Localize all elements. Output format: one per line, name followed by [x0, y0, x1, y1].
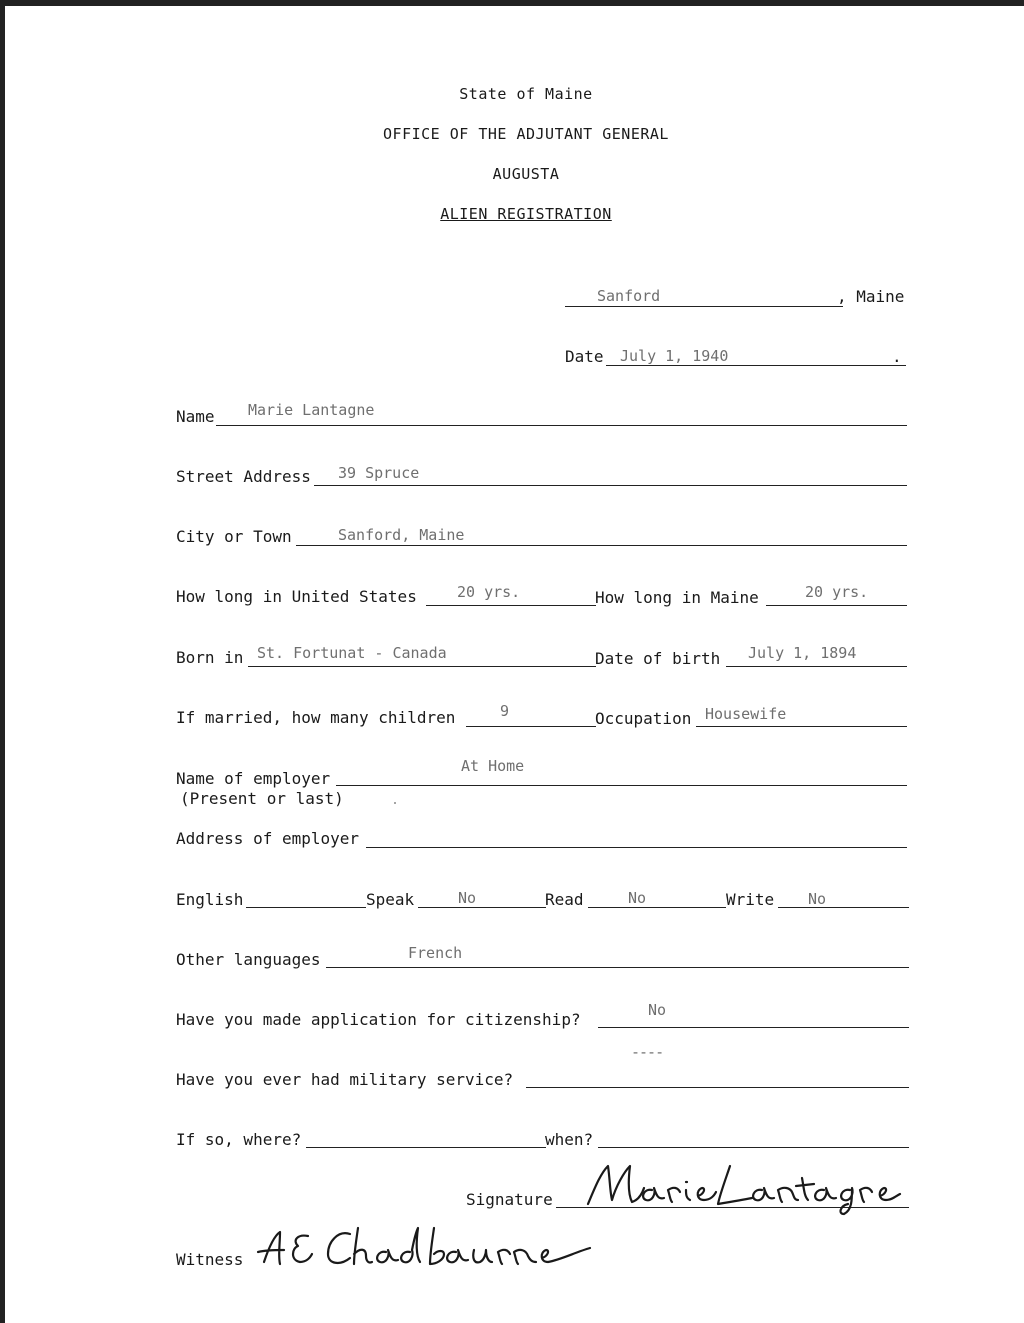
speak-value: No [458, 889, 477, 907]
born-in-label: Born in [176, 648, 244, 667]
other-languages-line [326, 967, 909, 968]
city-town-value: Sanford, Maine [338, 526, 465, 544]
military-line [526, 1087, 909, 1088]
military-label: Have you ever had military service? [176, 1070, 514, 1089]
occupation-value: Housewife [705, 705, 787, 723]
office-heading: OFFICE OF THE ADJUTANT GENERAL [383, 125, 669, 143]
write-label: Write [726, 890, 775, 909]
name-value: Marie Lantagne [248, 401, 375, 419]
location-suffix: , Maine [837, 287, 905, 306]
form-title: ALIEN REGISTRATION [440, 205, 612, 223]
city-town-line [296, 545, 907, 546]
when-label: when? [545, 1130, 594, 1149]
employer-address-label: Address of employer [176, 829, 360, 848]
us-duration-label: How long in United States [176, 587, 417, 606]
english-label: English [176, 890, 244, 909]
dob-label: Date of birth [595, 649, 721, 668]
signature-handwriting [580, 1160, 920, 1216]
location-line [565, 306, 843, 307]
read-label: Read [545, 890, 584, 909]
other-languages-label: Other languages [176, 950, 321, 969]
english-line [246, 907, 366, 908]
date-end: . [892, 347, 902, 366]
citizenship-line [598, 1027, 909, 1028]
state-heading: State of Maine [459, 85, 593, 103]
occupation-line [696, 726, 907, 727]
city-town-label: City or Town [176, 527, 292, 546]
us-duration-line [426, 605, 596, 606]
city-heading: AUGUSTA [492, 165, 560, 183]
employer-address-line [366, 847, 907, 848]
street-address-label: Street Address [176, 467, 311, 486]
speak-label: Speak [366, 890, 415, 909]
date-value: July 1, 1940 [620, 347, 729, 365]
dob-line [726, 666, 907, 667]
scan-edge-left [0, 0, 5, 1323]
date-line [606, 365, 906, 366]
children-line [466, 726, 596, 727]
name-line [216, 425, 907, 426]
write-line [778, 907, 909, 908]
citizenship-value: No [648, 1001, 667, 1019]
us-duration-value: 20 yrs. [457, 583, 521, 601]
dob-value: July 1, 1894 [748, 644, 857, 662]
date-label: Date [565, 347, 604, 366]
street-address-line [314, 485, 907, 486]
occupation-label: Occupation [595, 709, 692, 728]
employer-label: Name of employer [176, 769, 331, 788]
employer-value: At Home [461, 757, 525, 775]
name-label: Name [176, 407, 215, 426]
signature-label: Signature [466, 1190, 553, 1209]
where-label: If so, where? [176, 1130, 302, 1149]
read-line [588, 907, 726, 908]
witness-label: Witness [176, 1250, 244, 1269]
other-languages-value: French [408, 944, 463, 962]
employer-sublabel: (Present or last) [180, 789, 344, 808]
born-in-line [248, 666, 596, 667]
witness-handwriting [250, 1222, 600, 1272]
maine-duration-line [766, 605, 907, 606]
location-value: Sanford [597, 287, 661, 305]
scan-speck [394, 802, 396, 804]
street-address-value: 39 Spruce [338, 464, 420, 482]
employer-line [336, 785, 907, 786]
scan-edge-top [0, 0, 1024, 6]
maine-duration-label: How long in Maine [595, 588, 759, 607]
maine-duration-value: 20 yrs. [805, 583, 869, 601]
born-in-value: St. Fortunat - Canada [257, 644, 447, 662]
where-line [306, 1147, 546, 1148]
military-value: ---- [631, 1043, 664, 1061]
citizenship-label: Have you made application for citizenship? [176, 1010, 581, 1029]
children-value: 9 [500, 702, 510, 720]
speak-line [418, 907, 546, 908]
when-line [598, 1147, 909, 1148]
write-value: No [808, 890, 827, 908]
children-label: If married, how many children [176, 708, 456, 727]
read-value: No [628, 889, 647, 907]
